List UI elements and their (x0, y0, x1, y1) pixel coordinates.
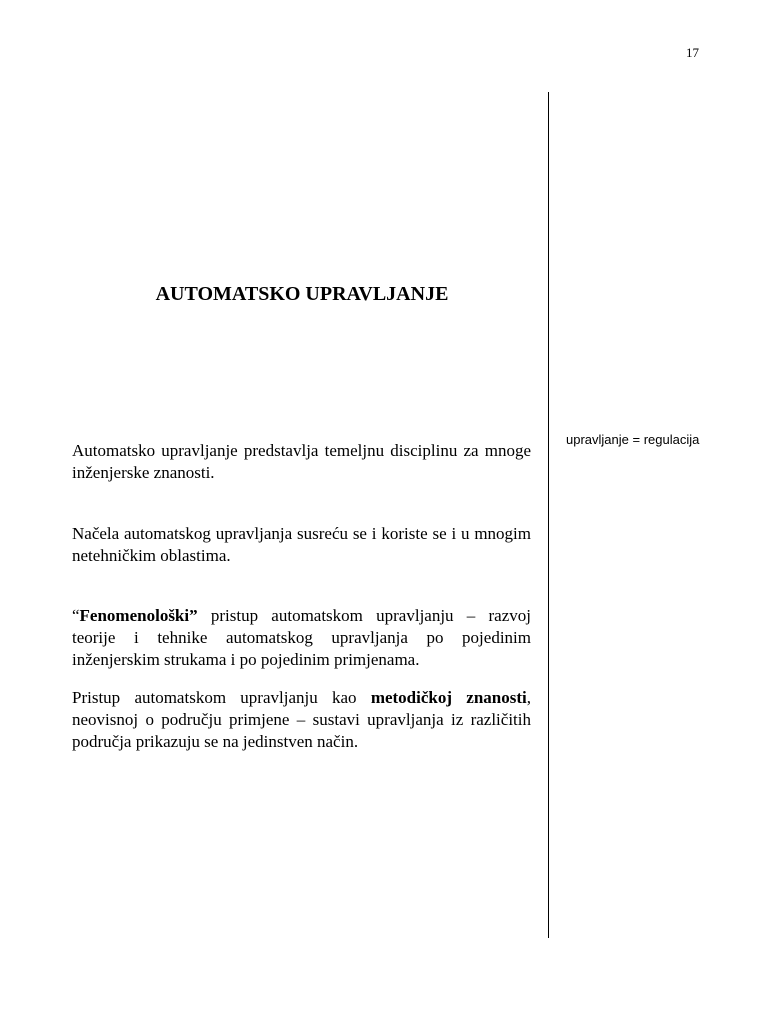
paragraph-4-text-before: Pristup automatskom upravljanju kao (72, 688, 371, 707)
paragraph-2-text: Načela automatskog upravljanja susreću se i koriste se i u mnogim netehničkim oblastima. (72, 524, 531, 565)
paragraph-1 (72, 440, 531, 484)
paragraph-3-open-quote: “ (72, 606, 80, 625)
paragraph-2 (72, 523, 531, 567)
page-number: 17 (686, 45, 699, 60)
paragraph-4-text-after: , neovisnoj o području primjene – sustavi upravljanja iz različitih područja prikazuju se na jedinstven način. (72, 688, 531, 751)
paragraph-1-text: Automatsko upravljanje predstavlja temeljnu disciplinu za mnoge inženjerske znanosti. (72, 441, 531, 482)
margin-note: upravljanje = regulacija (566, 432, 700, 447)
paragraph-3-text: pristup automatskom upravljanju – razvoj teorije i tehnike automatskog upravljanja po pojedinim inženjerskim strukama i po pojedinim primjenama. (72, 606, 531, 669)
paragraph-3 (72, 605, 531, 671)
paragraph-3-bold-term: Fenomenološki” (79, 606, 198, 625)
paragraph-4-bold-term: metodičkoj znanosti (370, 688, 527, 707)
page-title: AUTOMATSKO UPRAVLJANJE (155, 283, 449, 305)
paragraph-4 (72, 687, 531, 753)
margin-divider-line (548, 92, 549, 938)
